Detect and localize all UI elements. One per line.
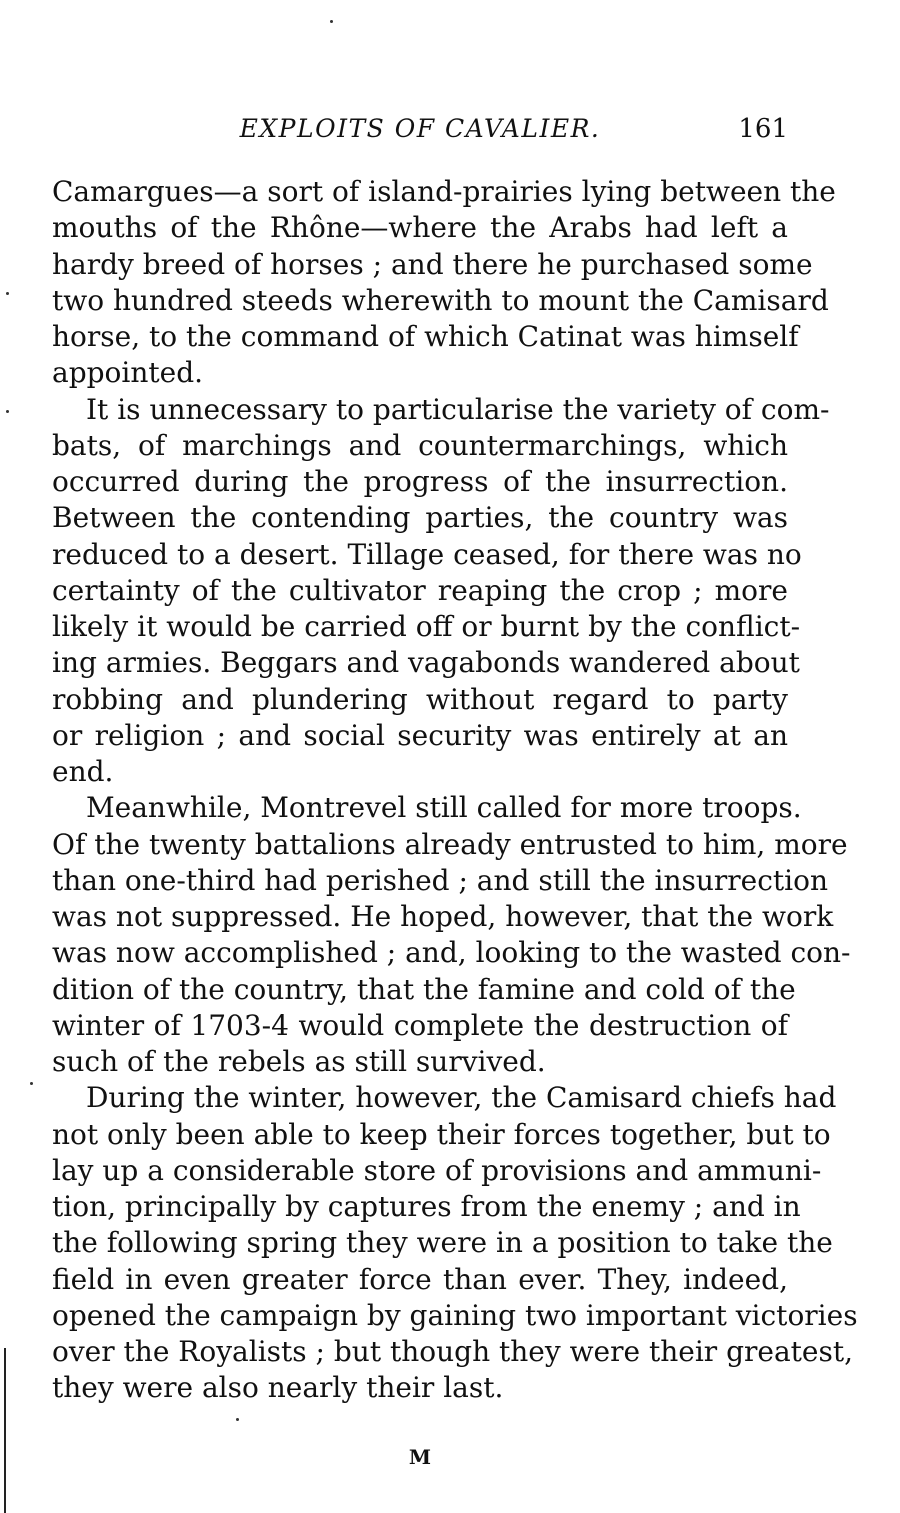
text-line: lay up a considerable store of provisions and ammuni- <box>52 1153 822 1187</box>
text-line: tion, principally by captures from the enemy ; and in <box>52 1190 801 1223</box>
text-line: or religion ; and social security was entirely at an <box>52 718 788 752</box>
running-title: EXPLOITS OF CAVALIER. <box>239 114 601 143</box>
text-line: winter of 1703-4 would complete the destruction of <box>52 1008 788 1042</box>
text-line: field in even greater force than ever. They, indeed, <box>52 1262 788 1296</box>
text-line: the following spring they were in a position to take the <box>52 1226 833 1260</box>
text-line: opened the campaign by gaining two important victories <box>52 1298 858 1332</box>
body-text <box>52 174 858 1407</box>
text-line: certainty of the cultivator reaping the crop ; more <box>52 573 788 607</box>
text-line: Meanwhile, Montrevel still called for more troops. <box>86 791 802 825</box>
text-line: Between the contending parties, the country was <box>52 501 788 535</box>
text-line: Of the twenty battalions already entrusted to him, more <box>52 827 848 861</box>
text-line: hardy breed of horses ; and there he purchased some <box>52 247 813 281</box>
text-line: occurred during the progress of the insurrection. <box>52 465 788 498</box>
text-line: reduced to a desert. Tillage ceased, for there was no <box>52 537 802 571</box>
print-speck <box>6 292 9 295</box>
signature-mark: M <box>408 1445 432 1469</box>
text-line: they were also nearly their last. <box>52 1371 504 1405</box>
text-line: such of the rebels as still survived. <box>52 1045 546 1078</box>
page-number: 161 <box>738 114 788 144</box>
print-speck <box>6 410 9 413</box>
text-line: two hundred steeds wherewith to mount the Camisard <box>52 283 829 317</box>
print-speck <box>30 1082 33 1085</box>
text-line: horse, to the command of which Catinat was himself <box>52 320 799 353</box>
print-speck <box>330 20 333 23</box>
text-line: During the winter, however, the Camisard chiefs had <box>86 1081 837 1115</box>
print-speck <box>236 1418 239 1421</box>
text-line: end. <box>52 755 114 788</box>
text-line: likely it would be carried off or burnt by the conflict- <box>52 610 801 643</box>
text-line: was now accomplished ; and, looking to the wasted con- <box>52 936 851 970</box>
text-line: over the Royalists ; but though they were their greatest, <box>52 1335 853 1368</box>
text-line: It is unnecessary to particularise the variety of com- <box>86 392 830 426</box>
text-line: Camargues—a sort of island-prairies lying between the <box>52 175 836 208</box>
text-line: bats, of marchings and countermarchings, which <box>52 428 788 462</box>
text-line: dition of the country, that the famine and cold of the <box>52 972 796 1006</box>
text-line: appointed. <box>52 356 204 390</box>
running-head <box>52 110 788 150</box>
page-edge-rule <box>4 1348 6 1513</box>
text-line: was not suppressed. He hoped, however, that the work <box>52 900 834 933</box>
text-line: than one-third had perished ; and still the insurrection <box>52 863 829 897</box>
text-line: ing armies. Beggars and vagabonds wandered about <box>52 646 800 680</box>
text-line: mouths of the Rhône—where the Arabs had left a <box>52 211 788 245</box>
text-line: robbing and plundering without regard to party <box>52 682 788 716</box>
text-line: not only been able to keep their forces together, but to <box>52 1117 831 1151</box>
